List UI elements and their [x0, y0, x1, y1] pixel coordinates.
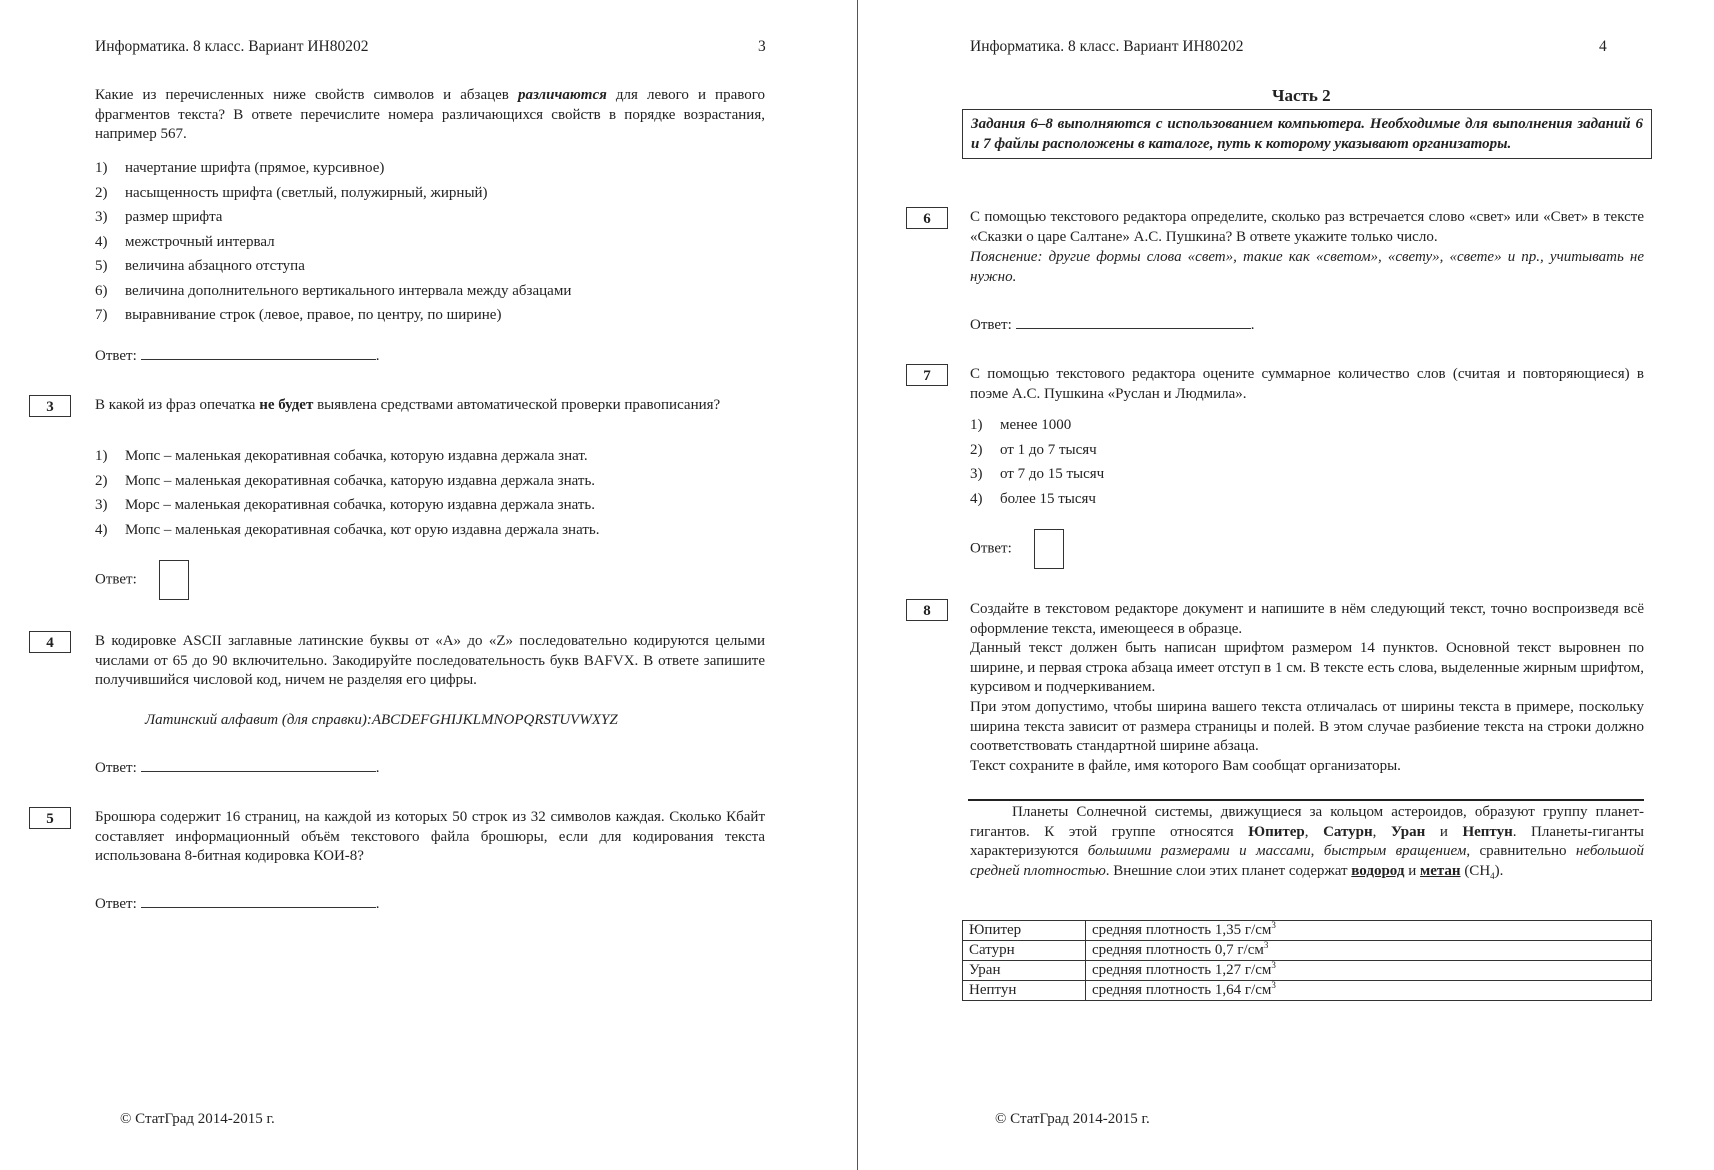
- density-cell: средняя плотность 1,27 $г/см^3$: [1086, 961, 1652, 981]
- list-item: 7) выравнивание строк (левое, правое, по центру, по ширине): [95, 307, 502, 323]
- list-item: 6) величина дополнительного вертикального интервала между абзацами: [95, 282, 572, 299]
- page-header: [95, 38, 765, 56]
- q2-options: [95, 159, 765, 331]
- list-item: 4) более 15 тысяч: [970, 490, 1096, 507]
- list-item: 3) Морс – маленькая декоративная собачка, которую издавна держала знать.: [95, 497, 596, 513]
- answer-line[interactable]: [1016, 314, 1251, 329]
- list-item: 2) Мопс – маленькая декоративная собачка, каторую издавна держала знать.: [95, 472, 596, 489]
- q7-options: [970, 416, 1644, 514]
- header-title: Информатика. 8 класс. Вариант ИН80202: [970, 38, 1244, 55]
- alphabet-note: Латинский алфавит (для справки):ABCDEFGHIJKLMNOPQRSTUVWXYZ: [145, 712, 618, 728]
- page-number: 3: [758, 38, 766, 55]
- page-footer: © СтатГрад 2014-2015 г.: [120, 1111, 275, 1127]
- answer-box[interactable]: [159, 560, 189, 600]
- planets-table: [962, 920, 1652, 1001]
- question-number-5: 5: [29, 807, 71, 829]
- answer-line[interactable]: [141, 345, 376, 360]
- list-item: 2) насыщенность шрифта (светлый, полужирный, жирный): [95, 184, 488, 201]
- question-number-7: 7: [906, 364, 948, 386]
- q8-paragraph-4: Текст сохраните в файле, имя которого Вам сообщат организаторы.: [970, 758, 1401, 774]
- list-item: 4) Мопс – маленькая декоративная собачка, кот орую издавна держала знать.: [95, 521, 600, 538]
- q4-text: В кодировке ASCII заглавные латинские буквы от «A» до «Z» последовательно кодируются целыми числами от 65 до 90 включительно. Закодируйте последовательность букв BAFVX. В ответе запишите получившийся числовой код, ничем не разделяя его цифры.: [95, 633, 765, 688]
- answer-box[interactable]: [1034, 529, 1064, 569]
- question-number-6: 6: [906, 207, 948, 229]
- q2-answer: Ответ: .: [95, 345, 380, 365]
- q3-text: В какой из фраз опечатка не будет выявлена средствами автоматической проверки правописания?: [95, 397, 721, 413]
- q6-note: Пояснение: другие формы слова «свет», такие как «светом», «свету», «свете» и пр., учитывать не нужно.: [970, 249, 1644, 285]
- planet-cell: Юпитер: [963, 921, 1086, 941]
- planet-cell: Сатурн: [963, 941, 1086, 961]
- question-number-3: 3: [29, 395, 71, 417]
- page-footer: © СтатГрад 2014-2015 г.: [995, 1111, 1150, 1127]
- table-row: [963, 961, 1652, 981]
- table-row: [963, 981, 1652, 1001]
- table-row: [963, 921, 1652, 941]
- list-item: 1) начертание шрифта (прямое, курсивное): [95, 160, 385, 176]
- answer-line[interactable]: [141, 757, 376, 772]
- list-item: 3) размер шрифта: [95, 209, 223, 225]
- part-note: Задания 6–8 выполняются с использованием компьютера. Необходимые для выполнения заданий 6 и 7 файлы расположены в каталоге, путь к которому указывают организаторы.: [962, 109, 1652, 159]
- list-item: 5) величина абзацного отступа: [95, 258, 305, 274]
- answer-line[interactable]: [141, 893, 376, 908]
- density-cell: средняя плотность 1,35 $г/см^3$: [1086, 921, 1652, 941]
- q3-options: [95, 447, 775, 545]
- q3-answer: Ответ:: [95, 560, 189, 600]
- sample-text: Планеты Солнечной системы, движущиеся за кольцом астероидов, образуют группу планет-гигантов. К этой группе относятся Юпитер, Сатурн, Уран и Нептун. Планеты-гиганты характеризуются большими размерами и массами, быстрым вращением, сравнительно небольшой средней плотностью. Внешние слои этих планет содержат водород и метан $(CH_4)$.: [970, 804, 1644, 881]
- list-item: 2) от 1 до 7 тысяч: [970, 441, 1097, 458]
- table-row: [963, 941, 1652, 961]
- q8-paragraph-3: При этом допустимо, чтобы ширина вашего текста отличалась от ширины текста в примере, поскольку ширина текста зависит от размера страницы и полей. В этом случае разбиение текста на строки должно соответствовать стандартной ширине абзаца.: [970, 699, 1644, 754]
- header-title: Информатика. 8 класс. Вариант ИН80202: [95, 38, 369, 55]
- q6-answer: Ответ: .: [970, 314, 1255, 334]
- question-number-4: 4: [29, 631, 71, 653]
- page-header: [970, 38, 1620, 56]
- sample-rule: [968, 799, 1644, 801]
- q8-paragraph-1: Создайте в текстовом редакторе документ и напишите в нём следующий текст, точно воспроизведя всё оформление текста, имеющееся в образце.: [970, 601, 1644, 637]
- list-item: 4) межстрочный интервал: [95, 233, 275, 250]
- list-item: 3) от 7 до 15 тысяч: [970, 466, 1105, 482]
- q7-text: С помощью текстового редактора оцените суммарное количество слов (считая и повторяющиеся) в поэме А.С. Пушкина «Руслан и Людмила».: [970, 366, 1644, 402]
- q5-text: Брошюра содержит 16 страниц, на каждой из которых 50 строк из 32 символов каждая. Сколько Кбайт составляет информационный объём текстового файла брошюры, если для кодирования текста использована 8-битная кодировка КОИ-8?: [95, 809, 765, 864]
- q8-paragraph-2: Данный текст должен быть написан шрифтом размером 14 пунктов. Основной текст выровнен по ширине, и первая строка абзаца имеет отступ в 1 см. В тексте есть слова, выделенные жирным шрифтом, курсивом и подчеркиванием.: [970, 640, 1644, 695]
- density-cell: средняя плотность 1,64 $г/см^3$: [1086, 981, 1652, 1001]
- q6-text: С помощью текстового редактора определите, сколько раз встречается слово «свет» или «Свет» в тексте «Сказки о царе Салтане» А.С. Пушкина? В ответе укажите только число.: [970, 209, 1644, 245]
- planet-cell: Уран: [963, 961, 1086, 981]
- page-4: [858, 0, 1714, 1170]
- q5-answer: Ответ: .: [95, 893, 380, 913]
- density-cell: средняя плотность 0,7 $г/см^3$: [1086, 941, 1652, 961]
- part-title: Часть 2: [1272, 86, 1331, 105]
- q2-intro: Какие из перечисленных ниже свойств символов и абзацев различаются для левого и правого фрагментов текста? В ответе перечислите номера различающихся свойств в порядке возрастания, например 567.: [95, 87, 765, 142]
- list-item: 1) Мопс – маленькая декоративная собачка, которую издавна держала знат.: [95, 448, 588, 464]
- q7-answer: Ответ:: [970, 529, 1064, 569]
- page-number: 4: [1599, 38, 1607, 55]
- q4-answer: Ответ: .: [95, 757, 380, 777]
- list-item: 1) менее 1000: [970, 417, 1072, 433]
- planet-cell: Нептун: [963, 981, 1086, 1001]
- question-number-8: 8: [906, 599, 948, 621]
